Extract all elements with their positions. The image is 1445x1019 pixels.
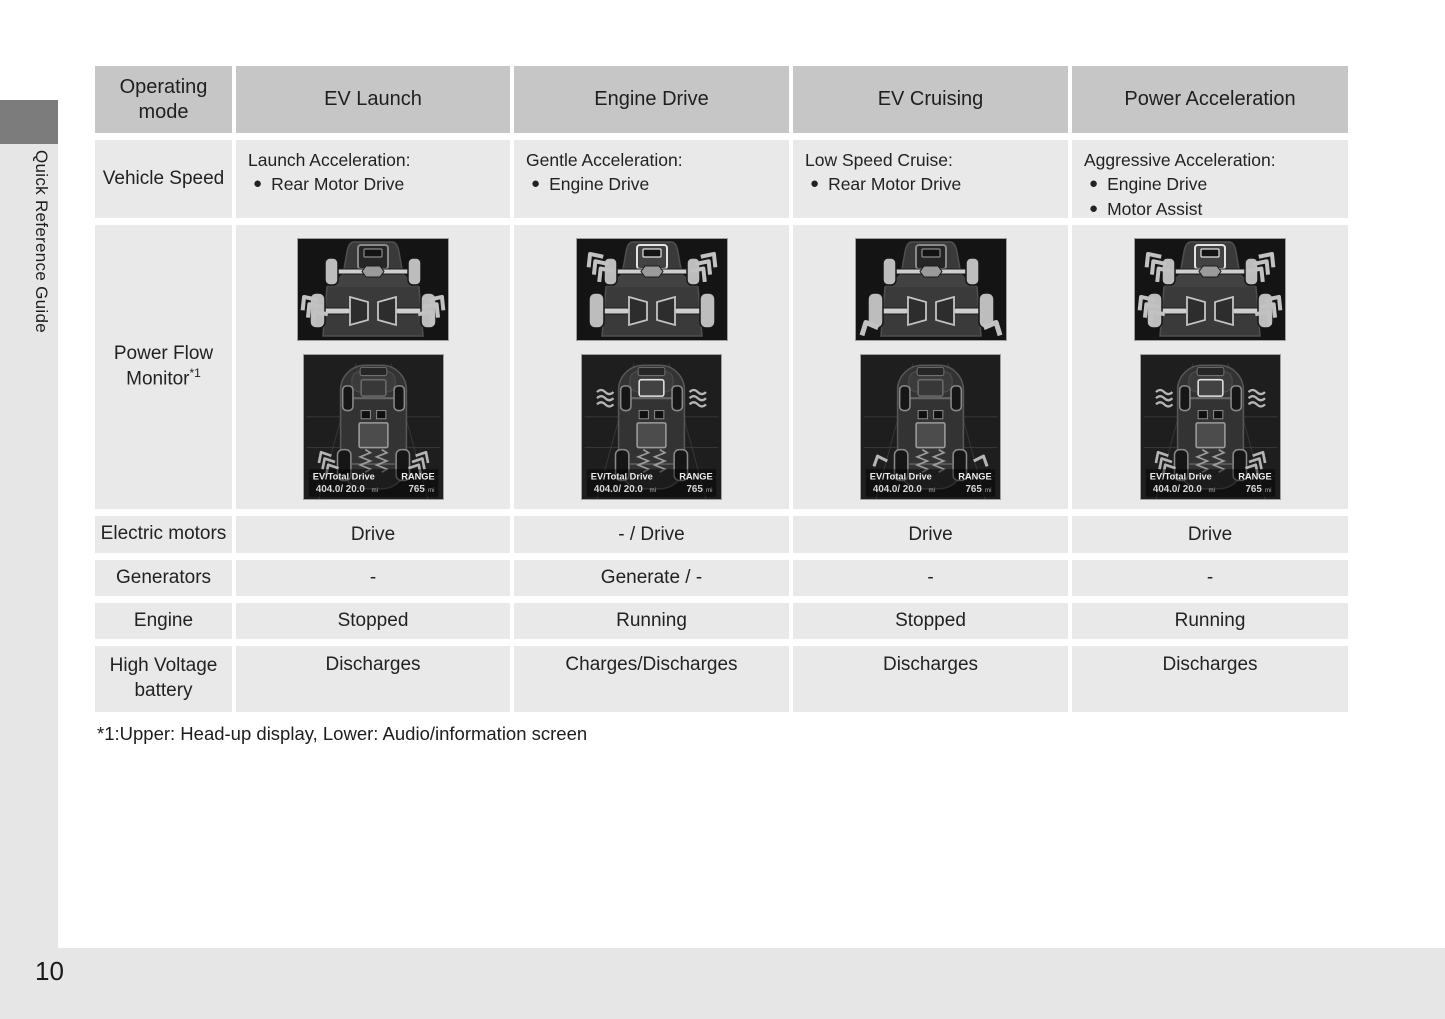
vehicle-speed-bullet: Engine Drive xyxy=(549,174,650,195)
battery-cell: Charges/Discharges xyxy=(514,646,789,712)
vehicle-speed-title: Gentle Acceleration: xyxy=(526,150,683,170)
power-flow-cell xyxy=(236,225,510,509)
row-header-vehicle-speed: Vehicle Speed xyxy=(95,140,232,218)
ev-total-drive-label: EV/Total Drive xyxy=(590,471,653,482)
car-top-view-graphic xyxy=(868,242,994,336)
power-flow-label: Power Flow Monitor xyxy=(113,342,214,390)
ev-total-drive-label: EV/Total Drive xyxy=(1149,471,1212,482)
engine-cell: Running xyxy=(514,603,789,639)
engine-cell: Stopped xyxy=(236,603,510,639)
ev-total-drive-label: EV/Total Drive xyxy=(312,471,375,482)
vehicle-speed-title: Launch Acceleration: xyxy=(248,150,411,170)
electric-motors-cell: Drive xyxy=(236,516,510,553)
vehicle-speed-cell xyxy=(793,140,1068,218)
bullet-icon: ● xyxy=(1089,199,1099,217)
footnote-mark: *1 xyxy=(189,366,201,381)
ev-total-drive-label: EV/Total Drive xyxy=(869,471,932,482)
vehicle-speed-bullet: Motor Assist xyxy=(1107,198,1203,219)
vehicle-speed-cell xyxy=(1072,140,1348,218)
bullet-icon: ● xyxy=(531,175,541,193)
ev-total-drive-value: 404.0/ 20.0 xyxy=(872,483,922,495)
power-flow-hud-image xyxy=(297,238,449,341)
car-top-view-graphic xyxy=(310,242,436,336)
row-header-high-voltage-battery: High Voltage battery xyxy=(95,646,232,712)
range-label: RANGE xyxy=(958,471,992,482)
bullet-icon: ● xyxy=(810,175,820,193)
power-flow-screen-image xyxy=(860,354,1001,500)
chapter-title-vertical: Quick Reference Guide xyxy=(32,150,51,333)
power-flow-cell xyxy=(1072,225,1348,509)
row-header-engine: Engine xyxy=(95,603,232,639)
bullet-icon: ● xyxy=(1089,175,1099,193)
vehicle-speed-title: Aggressive Acceleration: xyxy=(1084,150,1276,170)
ev-total-drive-value: 404.0/ 20.0 xyxy=(1152,483,1202,495)
ev-total-drive-unit: mi xyxy=(1207,486,1215,494)
ev-total-drive-unit: mi xyxy=(370,486,378,494)
column-header-power-acceleration: Power Acceleration xyxy=(1072,66,1348,133)
generators-cell: - xyxy=(1072,560,1348,596)
bullet-icon: ● xyxy=(253,175,263,193)
battery-cell: Discharges xyxy=(236,646,510,712)
range-unit: mi xyxy=(706,486,713,494)
power-flow-screen-image xyxy=(581,354,722,500)
operating-mode-table xyxy=(95,66,1348,712)
range-value: 765 xyxy=(686,483,703,495)
vehicle-speed-bullet: Engine Drive xyxy=(1107,174,1208,195)
footnote: *1:Upper: Head-up display, Lower: Audio/information screen xyxy=(97,723,588,744)
engine-cell: Stopped xyxy=(793,603,1068,639)
ev-total-drive-value: 404.0/ 20.0 xyxy=(593,483,643,495)
row-header-generators: Generators xyxy=(95,560,232,596)
power-flow-hud-image xyxy=(1134,238,1286,341)
column-header-ev-cruising: EV Cruising xyxy=(793,66,1068,133)
generators-cell: Generate / - xyxy=(514,560,789,596)
range-unit: mi xyxy=(985,486,992,494)
range-unit: mi xyxy=(427,486,435,494)
ev-total-drive-unit: mi xyxy=(928,486,935,494)
battery-cell: Discharges xyxy=(1072,646,1348,712)
range-label: RANGE xyxy=(679,471,713,482)
ev-total-drive-value: 404.0/ 20.0 xyxy=(315,483,365,495)
row-header-power-flow-monitor xyxy=(95,225,232,509)
range-value: 765 xyxy=(407,483,425,495)
vehicle-speed-cell xyxy=(514,140,789,218)
electric-motors-cell: - / Drive xyxy=(514,516,789,553)
car-top-view-graphic xyxy=(1147,242,1273,336)
range-label: RANGE xyxy=(1237,471,1272,482)
electric-motors-cell: Drive xyxy=(793,516,1068,553)
battery-cell: Discharges xyxy=(793,646,1068,712)
engine-cell: Running xyxy=(1072,603,1348,639)
bottom-band xyxy=(0,948,1445,1019)
range-value: 765 xyxy=(965,483,982,495)
power-flow-cell xyxy=(514,225,789,509)
power-flow-screen-image xyxy=(1140,354,1281,500)
generators-cell: - xyxy=(236,560,510,596)
range-label: RANGE xyxy=(400,471,435,482)
power-flow-cell xyxy=(793,225,1068,509)
page-number: 10 xyxy=(35,956,64,986)
car-top-view-graphic xyxy=(589,242,715,336)
range-unit: mi xyxy=(1264,486,1272,494)
vehicle-speed-title: Low Speed Cruise: xyxy=(805,150,953,170)
power-flow-screen-image xyxy=(303,354,444,500)
ev-total-drive-unit: mi xyxy=(649,486,656,494)
vehicle-speed-cell xyxy=(236,140,510,218)
column-header-engine-drive: Engine Drive xyxy=(514,66,789,133)
corner-header-operating-mode: Operating mode xyxy=(95,66,232,133)
power-flow-hud-image xyxy=(576,238,728,341)
chapter-tab xyxy=(0,100,58,144)
vehicle-speed-bullet: Rear Motor Drive xyxy=(271,174,405,195)
vehicle-speed-bullet: Rear Motor Drive xyxy=(828,174,962,195)
electric-motors-cell: Drive xyxy=(1072,516,1348,553)
range-value: 765 xyxy=(1244,483,1262,495)
row-header-electric-motors: Electric motors xyxy=(95,516,232,553)
power-flow-hud-image xyxy=(855,238,1007,341)
column-header-ev-launch: EV Launch xyxy=(236,66,510,133)
generators-cell: - xyxy=(793,560,1068,596)
